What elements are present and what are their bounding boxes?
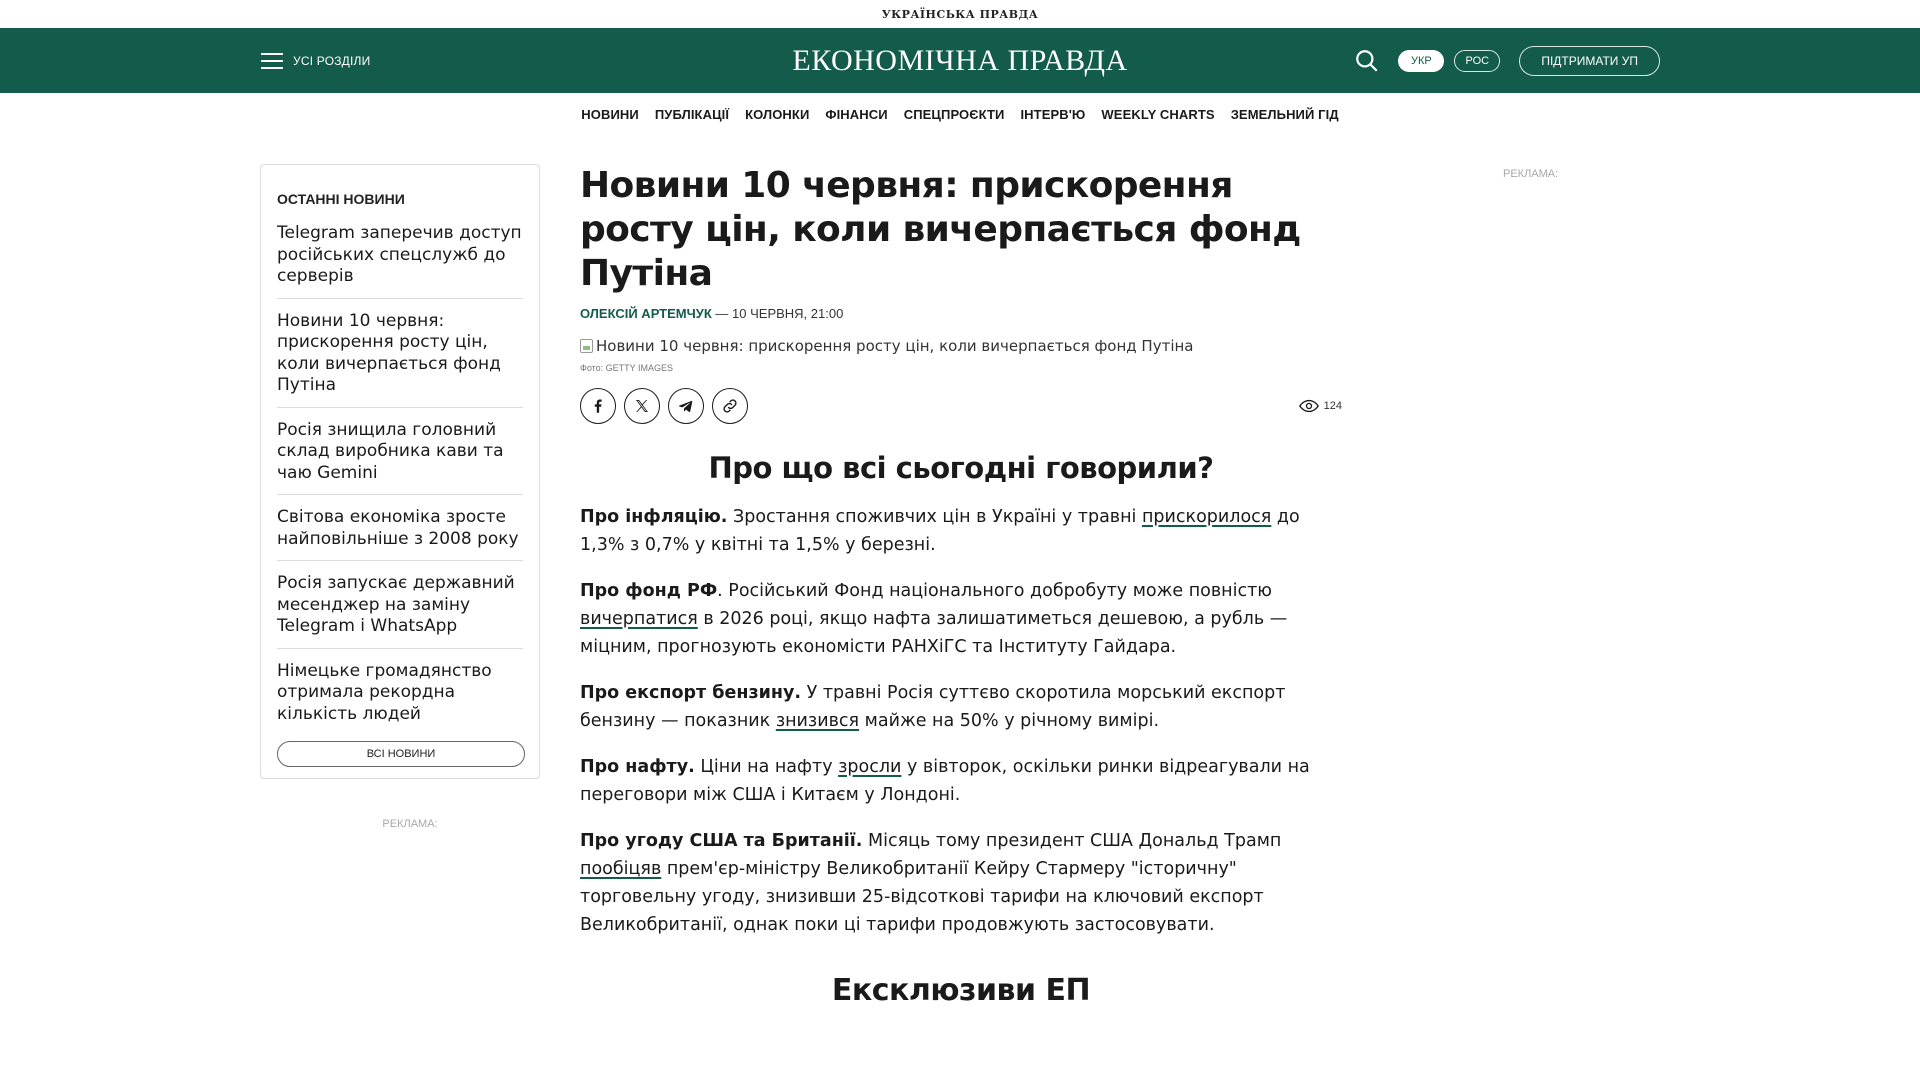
views-count: 124 [1323, 400, 1342, 412]
photo-credit: Фото: GETTY IMAGES [580, 363, 674, 373]
ad-label-right: РЕКЛАМА: [1503, 168, 1559, 180]
lang-ukr-button[interactable]: УКР [1398, 50, 1444, 72]
paragraph-lead: Про угоду США та Британії. [580, 831, 863, 851]
x-icon [633, 397, 651, 415]
support-button[interactable]: ПІДТРИМАТИ УП [1519, 46, 1660, 76]
paragraph-text: У травні Росія суттєво скоротила морський експорт бензину — показник [580, 683, 1286, 731]
paragraph-lead: Про експорт бензину. [580, 683, 802, 703]
news-item[interactable]: Росія запускає державний месенджер на заміну Telegram і WhatsApp [277, 571, 523, 649]
inline-link[interactable]: зросли [838, 757, 902, 777]
eye-icon [1299, 399, 1319, 413]
paragraph-text: Місяць тому президент США Дональд Трамп [862, 831, 1282, 851]
all-news-button[interactable]: ВСІ НОВИНИ [277, 741, 525, 767]
share-facebook-button[interactable] [580, 388, 616, 424]
top-bar [0, 0, 1920, 28]
paragraph-text: Зростання споживчих цін в Україні у травні [727, 507, 1142, 527]
paragraph-lead: Про інфляцію. [580, 507, 728, 527]
nav-item-finance[interactable]: ФІНАНСИ [825, 107, 888, 122]
author-link[interactable]: ОЛЕКСІЙ АРТЕМЧУК [580, 306, 712, 321]
site-header [0, 28, 1920, 93]
ad-label-left: РЕКЛАМА: [382, 818, 438, 830]
link-icon [721, 397, 739, 415]
latest-news-title: ОСТАННІ НОВИНИ [277, 191, 405, 207]
share-telegram-button[interactable] [668, 388, 704, 424]
nav-item-special-projects[interactable]: СПЕЦПРОЄКТИ [903, 107, 1005, 122]
hamburger-icon [261, 53, 283, 69]
inline-link[interactable]: вичерпатися [580, 609, 698, 629]
paragraph-text: в 2026 році, якщо нафта залишатиметься дешевою, а рубль — міцним, прогнозують економісти РАНХіГС та Інституту Гайдара. [580, 609, 1288, 657]
news-item[interactable]: Новини 10 червня: прискорення росту цін, коли вичерпається фонд Путіна [277, 309, 523, 408]
inline-link[interactable]: прискорилося [1141, 507, 1272, 527]
article-title: Новини 10 червня: прискорення росту цін, коли вичерпається фонд Путіна [580, 165, 1301, 294]
article-paragraph [580, 679, 1342, 735]
news-item[interactable]: Росія знищила головний склад виробника кави та чаю Gemini [277, 418, 523, 496]
ekonomichna-pravda-logo[interactable]: ЕКОНОМІЧНА ПРАВДА [792, 43, 1128, 77]
nav-item-news[interactable]: НОВИНИ [581, 107, 639, 122]
article [580, 164, 1342, 1008]
paragraph-text: майже на 50% у річному вимірі. [859, 711, 1160, 731]
date-separator: — [711, 306, 733, 321]
news-item[interactable]: Німецьке громадянство отримала рекордна кількість людей [277, 660, 492, 724]
exclusives-heading: Ексклюзиви ЕП [831, 973, 1091, 1008]
ukrainska-pravda-logo[interactable]: УКРАЇНСЬКА ПРАВДА [881, 7, 1039, 21]
views-counter [1299, 399, 1342, 413]
news-item[interactable]: Telegram заперечив доступ російських спецслужб до серверів [277, 221, 523, 299]
share-x-button[interactable] [624, 388, 660, 424]
paragraph-text: . Російський Фонд національного добробуту може повністю [717, 581, 1273, 601]
paragraph-text: Ціни на нафту [694, 757, 839, 777]
inline-link[interactable]: пообіцяв [580, 859, 662, 879]
article-paragraph [580, 827, 1342, 939]
paragraph-text: у вівторок, оскільки ринки відреагували на переговори між США і Китаєм у Лондоні. [580, 757, 1310, 805]
search-icon[interactable] [1354, 48, 1380, 74]
article-paragraph [580, 753, 1342, 809]
latest-news-sidebar [260, 164, 540, 779]
hero-image [580, 337, 1342, 355]
article-paragraph [580, 503, 1342, 559]
paragraph-lead: Про нафту. [580, 757, 695, 777]
inline-link[interactable]: знизився [775, 711, 860, 731]
all-sections-label: УСІ РОЗДІЛИ [293, 53, 371, 68]
header-actions [1354, 28, 1660, 93]
lang-ros-button[interactable]: РОС [1454, 50, 1500, 72]
copy-link-button[interactable] [712, 388, 748, 424]
nav-item-columns[interactable]: КОЛОНКИ [745, 107, 810, 122]
paragraph-lead: Про фонд РФ [580, 581, 718, 601]
article-paragraph [580, 577, 1342, 661]
article-meta [580, 306, 1342, 321]
main-nav [0, 93, 1920, 136]
facebook-icon [589, 397, 607, 415]
nav-item-weekly-charts[interactable]: WEEKLY CHARTS [1101, 107, 1215, 122]
broken-image-icon [580, 339, 593, 353]
hero-image-alt: Новини 10 червня: прискорення росту цін, коли вичерпається фонд Путіна [596, 337, 1194, 355]
nav-item-publications[interactable]: ПУБЛІКАЦІЇ [654, 107, 730, 122]
all-sections-menu-button[interactable] [261, 28, 370, 93]
nav-item-interviews[interactable]: ІНТЕРВ'Ю [1020, 107, 1086, 122]
nav-item-land-guide[interactable]: ЗЕМЕЛЬНИЙ ГІД [1230, 107, 1339, 122]
share-bar [580, 387, 1342, 425]
paragraph-text: прем'єр-міністру Великобританії Кейру Стармеру "історичну" торговельну угоду, знизивши 25-відсоткові тарифи на ключовий експорт Великобританії, однак поки ці тарифи продовжують застосовувати. [580, 859, 1264, 935]
news-item[interactable]: Світова економіка зросте найповільніше з 2008 року [277, 505, 523, 561]
section-heading: Про що всі сьогодні говорили? [708, 451, 1214, 485]
publish-date: 10 ЧЕРВНЯ, 21:00 [732, 306, 844, 321]
paragraph-text: до 1,3% з 0,7% у квітні та 1,5% у березні. [580, 507, 1300, 555]
telegram-icon [677, 397, 695, 415]
